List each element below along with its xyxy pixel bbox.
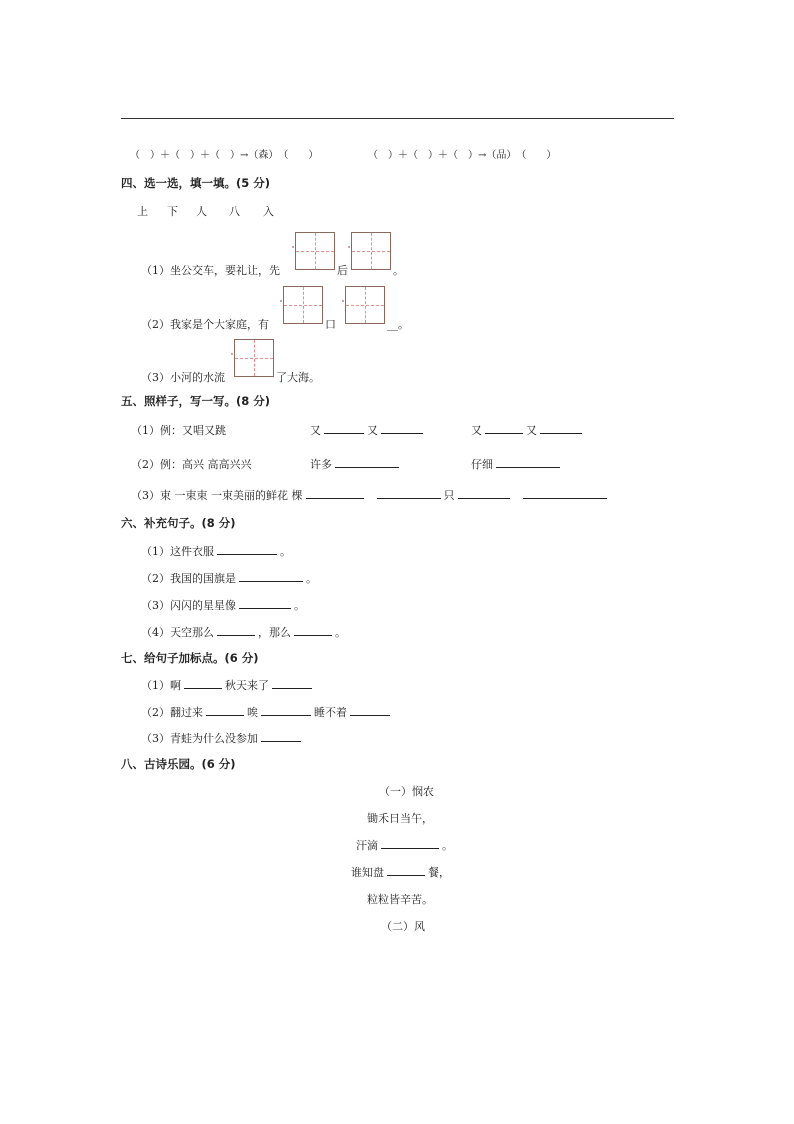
s7-q3: （3）青蛙为什么没参加 (141, 730, 304, 746)
s5-q1-answer-a: 又 又 (310, 422, 426, 438)
poem-line-3: 谁知盘 餐， (351, 866, 450, 879)
section-7-title: 七、给句子加标点。(6 分) (121, 651, 259, 665)
s4-q1-prefix: （1）坐公交车，要礼让，先 (141, 264, 280, 277)
tianzige-box[interactable] (351, 232, 391, 270)
choice-word: 上 (137, 205, 148, 218)
section-8-title: 八、古诗乐园。(6 分) (121, 757, 236, 771)
formula-sen: （ ）＋（ ）＋（ ）→（森） （ ） (130, 150, 319, 161)
s5-q2-answer-a: 许多 (310, 456, 402, 472)
choice-word: 入 (263, 205, 274, 218)
s6-q1: （1）这件衣服 。 (141, 545, 291, 558)
s4-q3-prefix: （3）小河的水流 (141, 371, 225, 384)
poem-1-title: （一）悯农 (379, 785, 434, 798)
choice-word: 人 (196, 205, 207, 218)
tianzige-box[interactable] (283, 286, 323, 324)
tianzige-box[interactable] (295, 232, 335, 270)
tianzige-box[interactable] (345, 286, 385, 324)
s4-q2-mid: 口 (325, 318, 336, 331)
s7-q2: （2）翻过来 唉 睡不着 (141, 704, 393, 720)
s6-q4: （4）天空那么 ，那么 。 (141, 626, 346, 639)
poem-line-1: 锄禾日当午， (367, 812, 433, 825)
tianzige-box[interactable] (234, 339, 274, 377)
poem-2-title: （二）风 (381, 920, 425, 933)
s7-q1: （1）啊 秋天来了 (141, 677, 315, 693)
s6-q2: （2）我国的国旗是 。 (141, 572, 317, 585)
s5-q1-example: （1）例：又唱又跳 (131, 424, 226, 437)
s4-q2-prefix: （2）我家是个大家庭，有 (141, 318, 269, 331)
s5-q2-answer-b: 仔细 (471, 456, 563, 472)
choice-word: 下 (167, 205, 178, 218)
s6-q3: （3）闪闪的星星像 。 (141, 599, 305, 612)
section-6-title: 六、补充句子。(8 分) (121, 516, 236, 530)
section-5-title: 五、照样子，写一写。(8 分) (121, 394, 271, 408)
poem-line-4: 粒粒皆辛苦。 (367, 893, 433, 906)
header-rule (121, 118, 674, 119)
s5-q1-answer-b: 又 又 (471, 422, 585, 438)
s5-q2-example: （2）例：高兴 高高兴兴 (131, 458, 252, 471)
choice-word: 八 (229, 205, 240, 218)
s5-q3-example: （3）束 一束束 一束美丽的鲜花 棵 只 (131, 487, 610, 503)
poem-line-2: 汗滴 。 (356, 839, 453, 852)
s4-q1-mid: 后 (337, 264, 348, 277)
formula-pin: （ ）＋（ ）＋（ ）→（品） （ ） (368, 150, 557, 161)
s4-q3-end: 了大海。 (276, 371, 320, 384)
section-4-title: 四、选一选，填一填。(5 分) (121, 176, 271, 190)
s4-q2-end: __。 (387, 318, 409, 331)
s4-q1-end: 。 (393, 264, 404, 277)
